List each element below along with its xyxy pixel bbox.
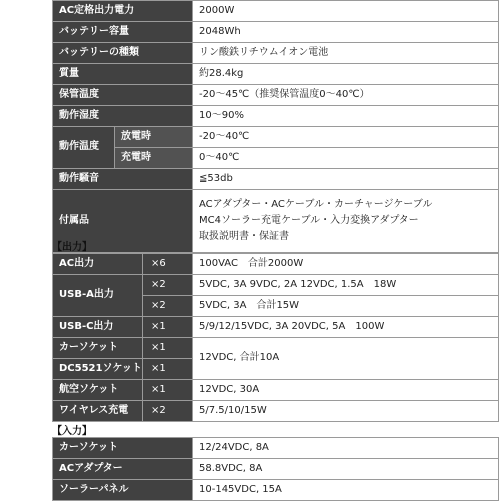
row-value: 10〜90% bbox=[193, 106, 499, 127]
wireless-value: 5/7.5/10/15W bbox=[193, 401, 499, 422]
accessories-line: ACアダプター・ACケーブル・カーチャージケーブル bbox=[199, 199, 433, 210]
noise-accessory-table bbox=[52, 168, 499, 253]
car-socket-label: カーソケット bbox=[53, 338, 143, 359]
input-value: 10-145VDC, 15A bbox=[193, 480, 499, 501]
charge-value: 0〜40℃ bbox=[193, 148, 499, 169]
table-row bbox=[53, 127, 499, 148]
usbc-label: USB-C出力 bbox=[53, 317, 143, 338]
table-row bbox=[53, 85, 499, 106]
wireless-count: ×2 bbox=[143, 401, 193, 422]
table-row bbox=[53, 401, 499, 422]
row-label: AC定格出力電力 bbox=[53, 1, 193, 22]
aviation-socket-label: 航空ソケット bbox=[53, 380, 143, 401]
op-temp-label: 動作温度 bbox=[53, 127, 115, 169]
row-label: バッテリー容量 bbox=[53, 22, 193, 43]
input-table bbox=[52, 437, 499, 501]
noise-label: 動作騒音 bbox=[53, 169, 193, 190]
spec-table bbox=[52, 0, 499, 127]
dc5521-label: DC5521ソケット bbox=[53, 359, 143, 380]
table-row bbox=[53, 438, 499, 459]
charge-label: 充電時 bbox=[115, 148, 193, 169]
input-value: 12/24VDC, 8A bbox=[193, 438, 499, 459]
input-heading: 【入力】 bbox=[52, 426, 92, 437]
discharge-label: 放電時 bbox=[115, 127, 193, 148]
row-value: 2048Wh bbox=[193, 22, 499, 43]
input-label: カーソケット bbox=[53, 438, 193, 459]
discharge-value: -20〜40℃ bbox=[193, 127, 499, 148]
table-row bbox=[53, 106, 499, 127]
ac-output-label: AC出力 bbox=[53, 254, 143, 275]
table-row bbox=[53, 64, 499, 85]
ac-output-count: ×6 bbox=[143, 254, 193, 275]
row-label: バッテリーの種類 bbox=[53, 43, 193, 64]
usba-value-1: 5VDC, 3A 9VDC, 2A 12VDC, 1.5A 18W bbox=[193, 275, 499, 296]
socket-shared-value: 12VDC, 合計10A bbox=[193, 338, 499, 380]
table-row bbox=[53, 317, 499, 338]
output-table bbox=[52, 253, 499, 422]
ac-output-value: 100VAC 合計2000W bbox=[193, 254, 499, 275]
table-row bbox=[53, 43, 499, 64]
table-row bbox=[53, 22, 499, 43]
input-label: ACアダプター bbox=[53, 459, 193, 480]
usba-count-1: ×2 bbox=[143, 275, 193, 296]
row-label: 動作湿度 bbox=[53, 106, 193, 127]
wireless-label: ワイヤレス充電 bbox=[53, 401, 143, 422]
table-row bbox=[53, 338, 499, 359]
noise-value: ≦53db bbox=[193, 169, 499, 190]
row-label: 保管温度 bbox=[53, 85, 193, 106]
aviation-socket-value: 12VDC, 30A bbox=[193, 380, 499, 401]
dc5521-count: ×1 bbox=[143, 359, 193, 380]
row-value: 約28.4kg bbox=[193, 64, 499, 85]
table-row bbox=[53, 459, 499, 480]
row-label: 質量 bbox=[53, 64, 193, 85]
table-row bbox=[53, 190, 499, 253]
table-row bbox=[53, 254, 499, 275]
table-row bbox=[53, 169, 499, 190]
input-value: 58.8VDC, 8A bbox=[193, 459, 499, 480]
accessories-value bbox=[193, 190, 499, 253]
op-temp-table bbox=[52, 126, 499, 169]
table-row bbox=[53, 148, 499, 169]
table-row bbox=[53, 1, 499, 22]
usbc-count: ×1 bbox=[143, 317, 193, 338]
usba-count-2: ×2 bbox=[143, 296, 193, 317]
table-row bbox=[53, 480, 499, 501]
accessories-line: MC4ソーラー充電ケーブル・入力変換アダプター bbox=[199, 215, 419, 226]
row-value: リン酸鉄リチウムイオン電池 bbox=[193, 43, 499, 64]
table-row bbox=[53, 275, 499, 296]
input-label: ソーラーパネル bbox=[53, 480, 193, 501]
usba-label: USB-A出力 bbox=[53, 275, 143, 317]
row-value: -20〜45℃（推奨保管温度0〜40℃） bbox=[193, 85, 499, 106]
output-heading: 【出力】 bbox=[52, 242, 92, 253]
row-value: 2000W bbox=[193, 1, 499, 22]
aviation-socket-count: ×1 bbox=[143, 380, 193, 401]
car-socket-count: ×1 bbox=[143, 338, 193, 359]
accessories-label: 付属品 bbox=[53, 190, 193, 253]
accessories-line: 取扱説明書・保証書 bbox=[199, 231, 289, 242]
table-row bbox=[53, 380, 499, 401]
usbc-value: 5/9/12/15VDC, 3A 20VDC, 5A 100W bbox=[193, 317, 499, 338]
usba-value-2: 5VDC, 3A 合計15W bbox=[193, 296, 499, 317]
